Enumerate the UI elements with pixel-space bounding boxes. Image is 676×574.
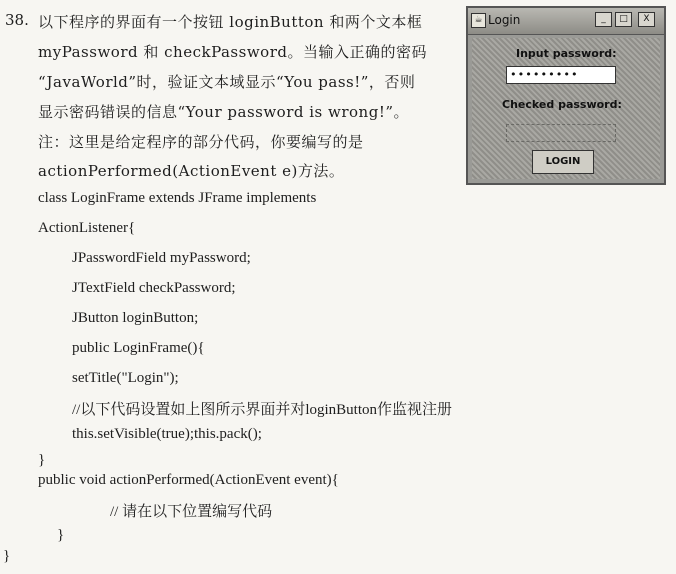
question-line: actionPerformed(ActionEvent e)方法。 xyxy=(38,162,345,180)
close-button[interactable]: X xyxy=(638,12,655,27)
window-title: Login xyxy=(488,13,521,27)
maximize-button[interactable]: □ xyxy=(615,12,632,27)
question-line: 以下程序的界面有一个按钮 loginButton 和两个文本框 xyxy=(38,13,423,31)
code-line: JButton loginButton; xyxy=(72,310,199,326)
code-line: ActionListener{ xyxy=(38,220,136,236)
code-line: public void actionPerformed(ActionEvent event){ xyxy=(38,472,339,488)
login-button[interactable]: LOGIN xyxy=(532,150,594,174)
code-line: } xyxy=(57,527,65,543)
check-password-field[interactable] xyxy=(506,124,616,142)
code-line: // 请在以下位置编写代码 xyxy=(110,504,273,520)
question-line: 注：这里是给定程序的部分代码，你要编写的是 xyxy=(38,133,364,151)
code-line: JTextField checkPassword; xyxy=(72,280,236,296)
checked-password-label: Checked password: xyxy=(502,98,622,111)
question-line: 显示密码错误的信息“Your password is wrong!”。 xyxy=(38,103,410,121)
code-line: //以下代码设置如上图所示界面并对loginButton作监视注册 xyxy=(72,402,453,418)
question-line: myPassword 和 checkPassword。当输入正确的密码 xyxy=(38,43,427,61)
minimize-button[interactable]: _ xyxy=(595,12,612,27)
code-line: public LoginFrame(){ xyxy=(72,340,205,356)
question-line: “JavaWorld”时，验证文本域显示“You pass!”，否则 xyxy=(38,73,416,91)
login-window xyxy=(466,6,666,185)
input-password-label: Input password: xyxy=(516,47,617,60)
code-line: } xyxy=(38,452,46,468)
code-line: JPasswordField myPassword; xyxy=(72,250,251,266)
window-content xyxy=(472,38,660,179)
java-app-icon: ☕ xyxy=(471,13,486,28)
code-line: } xyxy=(3,548,11,564)
window-titlebar[interactable] xyxy=(468,8,664,35)
code-line: class LoginFrame extends JFrame implements xyxy=(38,190,317,206)
question-number: 38. xyxy=(5,11,29,29)
password-field[interactable]: ••••••••• xyxy=(506,66,616,84)
code-line: this.setVisible(true);this.pack(); xyxy=(72,426,262,442)
code-line: setTitle("Login"); xyxy=(72,370,179,386)
